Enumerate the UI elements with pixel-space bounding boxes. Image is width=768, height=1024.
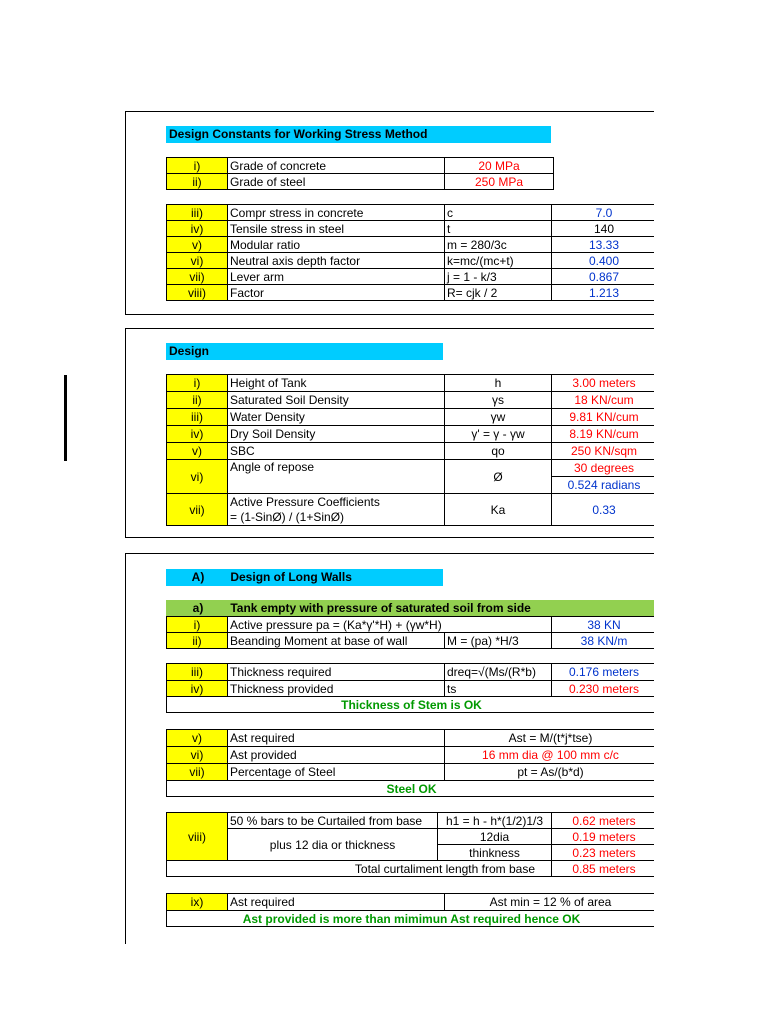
- table-row: [167, 174, 554, 190]
- table-row: [167, 664, 657, 681]
- row-label: Percentage of Steel: [228, 764, 445, 781]
- row-number: v): [167, 237, 228, 253]
- table-row: [167, 221, 657, 237]
- table-row: [167, 681, 657, 697]
- row-number: ii): [167, 174, 228, 190]
- table-row: [167, 894, 657, 911]
- row-value: 0.23 meters: [552, 845, 657, 861]
- steel-table: [166, 729, 657, 797]
- row-value: 7.0: [552, 205, 657, 221]
- row-value: 1.213: [552, 285, 657, 301]
- row-value: 13.33: [552, 237, 657, 253]
- section-number: A): [191, 570, 205, 584]
- table-row: [167, 730, 657, 747]
- row-symbol: Ø: [445, 460, 552, 494]
- thickness-table: [166, 663, 657, 713]
- table-row: [167, 375, 657, 392]
- row-label: Dry Soil Density: [228, 426, 445, 443]
- row-label: Thickness provided: [228, 681, 445, 697]
- row-formula: h1 = h - h*(1/2)1/3: [438, 813, 552, 829]
- min-steel-table: [166, 893, 657, 927]
- table-row: [167, 253, 657, 269]
- row-formula: Ast min = 12 % of area: [445, 894, 657, 911]
- table-row: [167, 460, 657, 477]
- row-number: v): [167, 730, 228, 747]
- table-row: [167, 392, 657, 409]
- row-formula: 12dia: [438, 829, 552, 845]
- table-row: [167, 205, 657, 221]
- row-value: 3.00 meters: [552, 375, 657, 392]
- row-number: viii): [167, 813, 228, 861]
- row-value: 38 KN/m: [552, 633, 657, 649]
- row-label: SBC: [228, 443, 445, 460]
- total-value: 0.85 meters: [552, 861, 657, 877]
- table-row: [167, 426, 657, 443]
- row-value: 0.33: [552, 494, 657, 526]
- row-label: Ast provided: [228, 747, 445, 764]
- row-formula: ts: [445, 681, 552, 697]
- row-formula: M = (pa) *H/3: [445, 633, 552, 649]
- row-value: 0.524 radians: [552, 477, 657, 494]
- row-number: i): [167, 158, 228, 174]
- row-number: ix): [167, 894, 228, 911]
- row-number: vii): [167, 764, 228, 781]
- grade-table: [166, 157, 554, 190]
- row-number: iv): [167, 681, 228, 697]
- row-formula: thinkness: [438, 845, 552, 861]
- row-formula: k=mc/(mc+t): [445, 253, 552, 269]
- row-number: iv): [167, 426, 228, 443]
- table-row: [167, 443, 657, 460]
- row-number: i): [167, 375, 228, 392]
- row-label: Compr stress in concrete: [228, 205, 445, 221]
- row-number: vi): [167, 747, 228, 764]
- row-label: Ast required: [228, 894, 445, 911]
- row-label: Ast required: [228, 730, 445, 747]
- row-label: Height of Tank: [228, 375, 445, 392]
- row-value: 0.230 meters: [552, 681, 657, 697]
- table-row: [167, 409, 657, 426]
- row-value: 38 KN: [552, 617, 657, 633]
- row-formula: pt = As/(b*d): [445, 764, 657, 781]
- row-value: 20 MPa: [445, 158, 554, 174]
- row-number: vi): [167, 460, 228, 494]
- row-number: ii): [167, 392, 228, 409]
- row-symbol: γs: [445, 392, 552, 409]
- row-formula: 16 mm dia @ 100 mm c/c: [445, 747, 657, 764]
- row-label: Grade of concrete: [228, 158, 445, 174]
- row-label: Tensile stress in steel: [228, 221, 445, 237]
- row-symbol: qo: [445, 443, 552, 460]
- table-row: [167, 494, 657, 526]
- design-table: [166, 374, 657, 526]
- row-formula: j = 1 - k/3: [445, 269, 552, 285]
- row-symbol: h: [445, 375, 552, 392]
- table-row: [167, 158, 554, 174]
- table-row: [167, 237, 657, 253]
- table-row: [167, 911, 657, 927]
- row-symbol: γ' = γ - γw: [445, 426, 552, 443]
- row-value: 250 KN/sqm: [552, 443, 657, 460]
- vertical-marker-bar: [64, 375, 67, 461]
- row-label: Saturated Soil Density: [228, 392, 445, 409]
- row-label-line: Active Pressure Coefficients: [230, 494, 380, 509]
- long-walls-title: [166, 569, 443, 586]
- page-right-margin: [654, 0, 768, 1024]
- row-number: v): [167, 443, 228, 460]
- case-header: [166, 600, 656, 617]
- table-row: [167, 747, 657, 764]
- row-value: 0.19 meters: [552, 829, 657, 845]
- row-label: [228, 494, 445, 526]
- row-label-line: = (1-SinØ) / (1+SinØ): [230, 509, 345, 524]
- row-label: Beanding Moment at base of wall: [228, 633, 445, 649]
- row-formula: t: [445, 221, 552, 237]
- row-number: iii): [167, 664, 228, 681]
- table-row: [167, 697, 657, 713]
- row-number: vi): [167, 253, 228, 269]
- row-label: plus 12 dia or thickness: [228, 829, 438, 861]
- row-number: i): [167, 617, 228, 633]
- min-steel-note: Ast provided is more than mimimun Ast required hence OK: [167, 911, 657, 927]
- table-row: [167, 764, 657, 781]
- row-label: Water Density: [228, 409, 445, 426]
- row-number: iv): [167, 221, 228, 237]
- steel-ok-note: Steel OK: [167, 781, 657, 797]
- row-label: Factor: [228, 285, 445, 301]
- thickness-ok-note: Thickness of Stem is OK: [167, 697, 657, 713]
- table-row: [167, 617, 657, 633]
- row-value: 0.867: [552, 269, 657, 285]
- row-number: viii): [167, 285, 228, 301]
- section-title: Design of Long Walls: [230, 570, 352, 584]
- row-number: iii): [167, 409, 228, 426]
- row-formula: dreq=√(Ms/(R*b): [445, 664, 552, 681]
- row-formula: m = 280/3c: [445, 237, 552, 253]
- row-formula: R= cjk / 2: [445, 285, 552, 301]
- table-row: [167, 781, 657, 797]
- row-value: 30 degrees: [552, 460, 657, 477]
- row-value: 8.19 KN/cum: [552, 426, 657, 443]
- row-label: Modular ratio: [228, 237, 445, 253]
- row-number: vii): [167, 494, 228, 526]
- row-formula: Ast = M/(t*j*tse): [445, 730, 657, 747]
- row-formula: c: [445, 205, 552, 221]
- row-value: 140: [552, 221, 657, 237]
- constants-table: [166, 204, 657, 301]
- design-title: Design: [166, 343, 443, 360]
- table-row: [167, 829, 657, 845]
- row-label: Active pressure pa = (Ka*γ'*H) + (γw*H): [228, 617, 552, 633]
- row-label: Lever arm: [228, 269, 445, 285]
- row-symbol: γw: [445, 409, 552, 426]
- row-value: 9.81 KN/cum: [552, 409, 657, 426]
- case-title: Tank empty with pressure of saturated soil from side: [230, 601, 531, 615]
- table-row: [167, 633, 657, 649]
- table-row: [167, 813, 657, 829]
- row-value: 250 MPa: [445, 174, 554, 190]
- total-label: Total curtaliment length from base: [167, 861, 552, 877]
- row-label: Neutral axis depth factor: [228, 253, 445, 269]
- row-label: Grade of steel: [228, 174, 445, 190]
- row-value: 0.400: [552, 253, 657, 269]
- table-row: [167, 861, 657, 877]
- row-label: 50 % bars to be Curtailed from base: [228, 813, 438, 829]
- row-number: iii): [167, 205, 228, 221]
- constants-title: Design Constants for Working Stress Method: [166, 126, 551, 143]
- row-symbol: Ka: [445, 494, 552, 526]
- row-number: ii): [167, 633, 228, 649]
- table-row: [167, 285, 657, 301]
- row-value: 0.62 meters: [552, 813, 657, 829]
- pressure-table: [166, 616, 657, 649]
- row-number: vii): [167, 269, 228, 285]
- table-row: [167, 269, 657, 285]
- curtailment-table: [166, 812, 657, 877]
- row-value: 18 KN/cum: [552, 392, 657, 409]
- row-label: Thickness required: [228, 664, 445, 681]
- row-label: Angle of repose: [228, 460, 445, 494]
- case-number: a): [192, 601, 204, 615]
- row-value: 0.176 meters: [552, 664, 657, 681]
